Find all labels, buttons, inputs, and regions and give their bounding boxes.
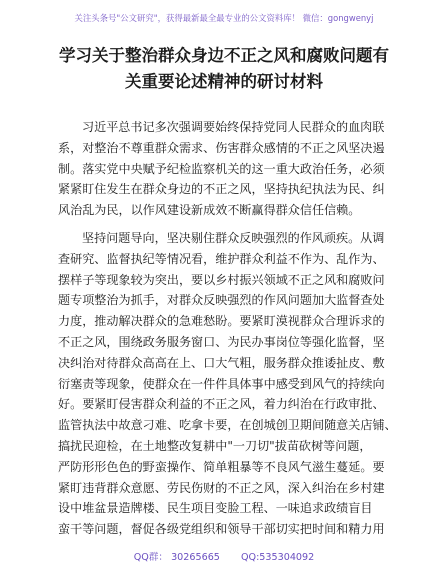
footer-contact — [0, 549, 448, 563]
paragraph-1 — [58, 117, 388, 221]
footer-qq: QQ:535304092 — [240, 552, 315, 563]
text-line: 力度，推动解决群众的急难愁盼。要紧盯漠视群众合理诉求的 — [58, 314, 385, 329]
text-line: 摆样子等现象较为突出，要以乡村振兴领域不正之风和腐败问 — [58, 272, 385, 287]
text-line: 坚持问题导向，坚决剔住群众反映强烈的作风顽疾。从调 — [82, 230, 385, 245]
text-line: 习近平总书记多次强调要始终保持党同人民群众的血肉联 — [82, 120, 385, 134]
text-line: 不正之风，围绕政务服务窗口、为民办事岗位等强化监督，坚 — [58, 334, 385, 349]
text-line: 好。要紧盯侵害群众利益的不正之风，着力纠治在行政审批、 — [58, 397, 385, 412]
document-body — [58, 117, 397, 540]
text-line: 紧盯违背群众意愿、劳民伤财的不正之风，深入纠治在乡村建 — [58, 480, 385, 495]
footer-qq-group: QQ群： 30265665 — [133, 552, 220, 563]
text-line: 监管执法中故意刁难、吃拿卡要，在创城创卫期间随意关店铺、 — [58, 418, 397, 433]
text-line: 衍塞责等现象，使群众在一件件具体事中感受到风气的持续向 — [58, 376, 385, 391]
text-line: 制。落实党中央赋予纪检监察机关的这一重大政治任务，必须 — [58, 161, 385, 176]
paragraph-2 — [58, 228, 397, 540]
text-line: 严防形形色色的野蛮操作、简单粗暴等不良风气滋生蔓延。要 — [58, 459, 385, 474]
top-banner-text: 关注头条号"公文研究"，获得最新最全最专业的公文资料库！ 微信：gongwenyj — [74, 13, 374, 23]
text-line: 题专项整治为抓手，对群众反映强烈的作风问题加大监督查处 — [58, 293, 385, 308]
title-line-1: 学习关于整治群众身边不正之风和腐败问题有 — [59, 46, 389, 65]
text-line: 紧紧盯住发生在群众身边的不正之风，坚持执纪执法为民、纠 — [58, 182, 385, 197]
text-line: 系，对整治不尊重群众需求、伤害群众感情的不正之风坚决遏 — [58, 140, 385, 155]
text-line: 风治乱为民，以作风建设新成效不断赢得群众信任信赖。 — [58, 203, 361, 218]
document-title — [30, 43, 418, 95]
text-line: 决纠治对待群众高高在上、口大气粗，服务群众推诿扯皮、敷 — [58, 355, 385, 370]
text-line: 查研究、监督执纪等情况看，维护群众利益不作为、乱作为、 — [58, 251, 385, 266]
text-line: 蛮干等问题，督促各级党组织和领导干部切实把时间和精力用 — [58, 522, 385, 537]
text-line: 搞扰民迎检，在土地整改复耕中"一刀切"拔苗砍树等问题， — [58, 438, 372, 453]
title-line-2: 关重要论述精神的研讨材料 — [125, 72, 323, 91]
text-line: 设中堆盆景造牌楼、民生项目变脸工程、一味追求政绩盲目 — [58, 501, 373, 516]
